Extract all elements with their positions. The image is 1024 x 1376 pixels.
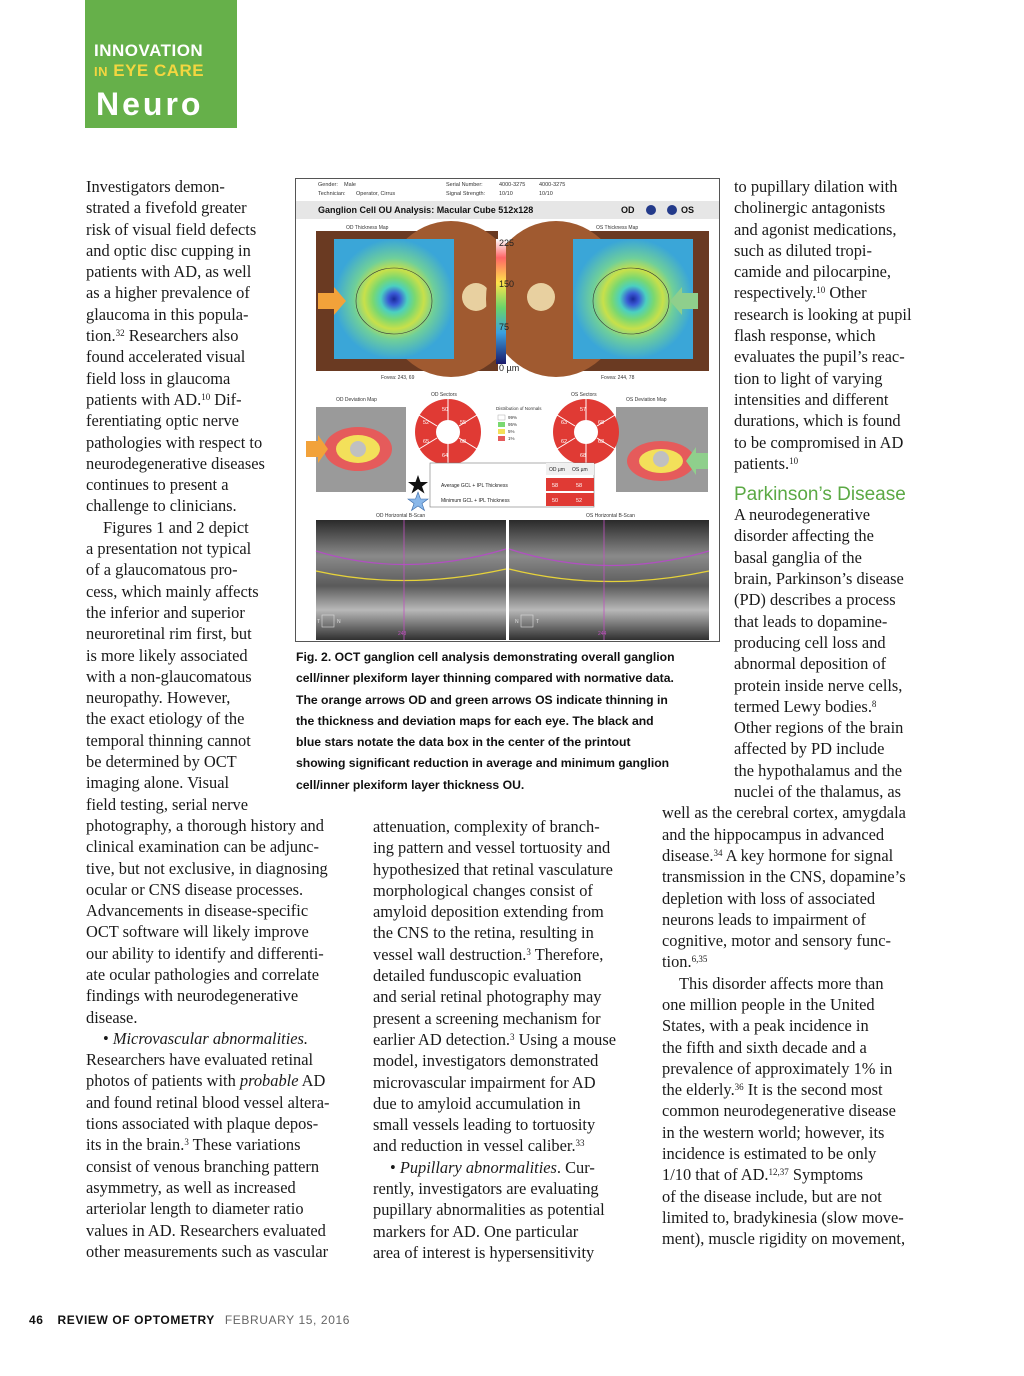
svg-text:OS Deviation Map: OS Deviation Map	[626, 397, 667, 403]
svg-text:68: 68	[598, 420, 605, 426]
figure-caption: Fig. 2. OCT ganglion cell analysis demonstrating overall ganglion cell/inner plexiform layer thinning compared with normative data. The orange arrows OD and green arrows OS indicate thinning in the thickness and deviation maps for each eye. The black and blue stars notate the data box in the center of the printout showing significant reduction in average and minimum ganglion cell/inner plexiform layer thickness OU.	[296, 650, 675, 792]
svg-text:Operator, Cirrus: Operator, Cirrus	[356, 191, 396, 197]
svg-text:68: 68	[460, 439, 467, 445]
magazine-name: REVIEW OF OPTOMETRY	[57, 1313, 215, 1327]
svg-text:OD Horizontal B-Scan: OD Horizontal B-Scan	[376, 513, 426, 519]
svg-text:50: 50	[552, 498, 559, 504]
column-2	[373, 816, 648, 1263]
svg-text:75: 75	[499, 322, 510, 332]
svg-text:55: 55	[460, 420, 467, 426]
svg-text:58: 58	[576, 483, 583, 489]
svg-text:Ganglion Cell OU Analysis: Mac: Ganglion Cell OU Analysis: Macular Cube 512x128	[318, 205, 534, 215]
badge-line-1: INNOVATION	[94, 41, 204, 60]
svg-text:64: 64	[442, 453, 449, 459]
section-heading: Parkinson’s Disease	[734, 484, 906, 506]
svg-text:N: N	[337, 619, 341, 625]
svg-text:5%: 5%	[508, 429, 515, 434]
svg-text:65: 65	[423, 439, 430, 445]
svg-text:4000-3275: 4000-3275	[539, 182, 566, 188]
svg-text:OS Sectors: OS Sectors	[571, 392, 597, 398]
svg-text:95%: 95%	[508, 422, 518, 427]
paragraph: This disorder affects more than one million people in the United States, with a peak incidence in the fifth and sixth decade and a prevalence of approximately 1% in the elderly.$^{36}$ It is the second most common neurodegenerative disease in the western world; however, its incidence is estimated to be only 1/10 that of AD.$^{12,37}$ Symptoms of the disease include, but are not limited to, bradykinesia (slow move- ment), muscle rigidity on movement,	[662, 973, 906, 1249]
svg-text:52: 52	[576, 498, 583, 504]
svg-text:Minimum GCL + IPL Thickness: Minimum GCL + IPL Thickness	[441, 498, 510, 504]
badge-line-2: IN EYE CARE	[94, 61, 205, 80]
svg-text:OD µm: OD µm	[549, 467, 565, 473]
od-thickness-map	[334, 239, 454, 359]
svg-text:OS: OS	[681, 205, 695, 215]
svg-text:225: 225	[499, 238, 515, 248]
svg-text:OS µm: OS µm	[572, 467, 588, 473]
svg-text:68: 68	[580, 453, 587, 459]
section-badge	[85, 0, 237, 128]
paragraph: • Pupillary abnormalities. Cur- rently, investigators are evaluating pupillary abnormalities as potential markers for AD. One particular area of interest is hypersensitivity	[373, 1157, 605, 1262]
svg-text:57: 57	[580, 407, 587, 413]
svg-text:Gender:: Gender:	[318, 182, 338, 188]
svg-text:N: N	[515, 619, 519, 625]
paragraph: A neurodegenerative disorder affecting the basal ganglia of the brain, Parkinson’s disease (PD) describes a process that leads to dopamine- producing cell loss and abnormal deposition of protein inside nerve cells, termed Lewy bodies.$^8$ Other regions of the brain affected by PD include the hypothalamus and the nuclei of the thalamus, as well as the cerebral cortex, amygdala and the hippocampus in advanced disease.$^{34}$ A key hormone for signal transmission in the CNS, dopamine’s depletion with loss of associated neurons leads to impairment of cognitive, motor and sensory func- tion.$^{6,35}$	[662, 505, 906, 972]
svg-text:Serial Number:: Serial Number:	[446, 182, 483, 188]
svg-text:OD Deviation Map: OD Deviation Map	[336, 397, 377, 403]
svg-text:OD: OD	[621, 205, 635, 215]
paragraph: Investigators demon- strated a fivefold greater risk of visual field defects and optic disc cupping in patients with AD, as well as a higher prevalence of glaucoma in this popula- tion.$^{32}$ Researchers also found accelerated visual field loss in glaucoma patients with AD.$^{10}$ Dif- ferentiating optic nerve pathologies with respect to neurodegenerative diseases continues to present a challenge to clinicians.	[86, 177, 265, 516]
svg-text:T: T	[536, 619, 540, 625]
svg-text:T: T	[317, 619, 321, 625]
blue-star-icon	[408, 492, 428, 511]
svg-text:OS Horizontal B-Scan: OS Horizontal B-Scan	[586, 513, 635, 519]
column-3	[662, 176, 934, 1250]
svg-text:244: 244	[598, 631, 607, 637]
svg-text:243: 243	[398, 631, 407, 637]
svg-text:Technician:: Technician:	[318, 191, 346, 197]
svg-text:Male: Male	[344, 182, 356, 188]
svg-text:4000-3275: 4000-3275	[499, 182, 526, 188]
svg-text:OD Sectors: OD Sectors	[431, 392, 457, 398]
svg-text:52: 52	[423, 420, 430, 426]
paragraph: Figures 1 and 2 depict a presentation not typical of a glaucomatous pro- cess, which mainly affects the inferior and superior neuroretinal rim first, but is more likely associated with a non-glaucomatous neuropathy. However, the exact etiology of the temporal thinning cannot be determined by OCT imaging alone. Visual field testing, serial nerve photography, a thorough history and clinical examination can be adjunc- tive, but not exclusive, in diagnosing ocular or CNS disease processes. Advancements in disease-specific OCT software will likely improve our ability to identify and differenti- ate ocular pathologies and correlate findings with neurodegenerative disease.	[86, 517, 328, 1027]
svg-text:Average GCL + IPL Thickness: Average GCL + IPL Thickness	[441, 483, 508, 489]
oct-figure	[295, 178, 720, 642]
svg-text:Fovea: 244, 78: Fovea: 244, 78	[601, 375, 635, 381]
svg-text:0 µm: 0 µm	[499, 363, 520, 373]
svg-text:OS Thickness Map: OS Thickness Map	[596, 225, 639, 231]
svg-text:62: 62	[561, 439, 568, 445]
oct-printout	[296, 179, 719, 641]
svg-text:Distribution of Normals: Distribution of Normals	[496, 406, 542, 411]
svg-text:99%: 99%	[508, 415, 518, 420]
svg-text:10/10: 10/10	[539, 191, 553, 197]
svg-text:OD Thickness Map: OD Thickness Map	[346, 225, 389, 231]
svg-text:10/10: 10/10	[499, 191, 513, 197]
svg-text:Signal Strength:: Signal Strength:	[446, 191, 486, 197]
svg-text:63: 63	[561, 420, 568, 426]
page-number: 46	[29, 1313, 44, 1327]
paragraph: • Microvascular abnormalities. Researchers have evaluated retinal photos of patients with probable AD and found retinal blood vessel altera- tions associated with plaque depos- its in the brain.$^3$ These variations consist of venous branching pattern asymmetry, as well as increased arteriolar length to diameter ratio values in AD. Researchers evaluated other measurements such as vascular	[86, 1028, 330, 1261]
issue-date: FEBRUARY 15, 2016	[224, 1313, 351, 1327]
svg-text:50: 50	[442, 407, 449, 413]
svg-text:Fovea: 243, 69: Fovea: 243, 69	[381, 375, 415, 381]
svg-text:63: 63	[598, 439, 605, 445]
svg-text:150: 150	[499, 279, 515, 289]
black-star-icon	[408, 475, 428, 494]
paragraph: to pupillary dilation with cholinergic antagonists and agonist medications, such as diluted tropi- camide and pilocarpine, respectively.$^{10}$ Other research is looking at pupil flash response, which evaluates the pupil’s reac- tion to light of varying intensities and different durations, which is found to be compromised in AD patients.$^{10}$	[734, 177, 912, 473]
svg-text:58: 58	[552, 483, 559, 489]
paragraph: attenuation, complexity of branch- ing pattern and vessel tortuosity and hypothesized that retinal vasculature morphological changes consist of amyloid deposition extending from the CNS to the retina, resulting in vessel wall destruction.$^3$ Therefore, detailed funduscopic evaluation and serial retinal photography may present a screening mechanism for earlier AD detection.$^3$ Using a mouse model, investigators demonstrated microvascular impairment for AD due to amyloid accumulation in small vessels leading to tortuosity and reduction in vessel caliber.$^{33}$	[373, 817, 617, 1156]
badge-section-title: Neuro	[96, 86, 204, 122]
svg-text:1%: 1%	[508, 436, 515, 441]
page-footer	[29, 1313, 350, 1327]
